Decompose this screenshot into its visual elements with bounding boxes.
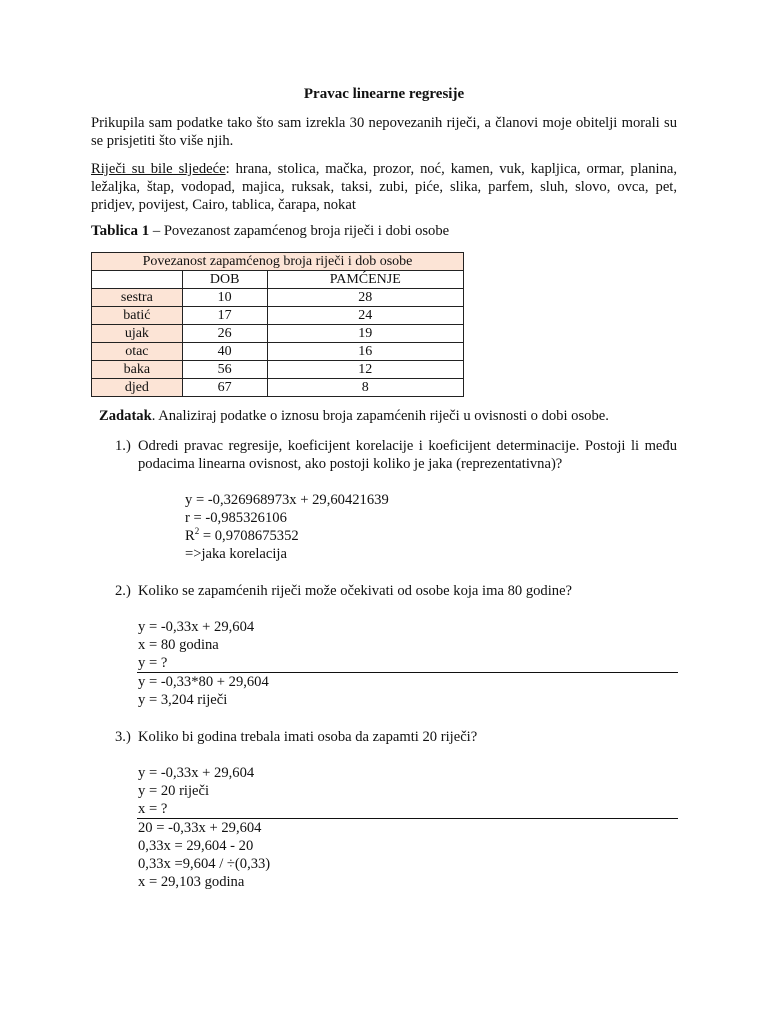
q3-line-6: 0,33x =9,604 / ÷(0,33): [138, 856, 271, 872]
row-pamcenje: 16: [267, 343, 463, 361]
question-2-text: Koliko se zapamćenih riječi može očekivati od osobe koja ima 80 godine?: [138, 583, 573, 599]
row-dob: 17: [182, 307, 267, 325]
q3-line-5: 0,33x = 29,604 - 20: [138, 838, 254, 854]
row-dob: 40: [182, 343, 267, 361]
row-label: otac: [92, 343, 183, 361]
q3-line-2: y = 20 riječi: [138, 783, 210, 799]
q1-correlation: r = -0,985326106: [185, 510, 287, 526]
question-3-text: Koliko bi godina trebala imati osoba da zapamti 20 riječi?: [138, 729, 478, 745]
table-caption: [91, 223, 449, 240]
task-heading: [99, 408, 699, 425]
page-title: Pravac linearne regresije: [303, 86, 465, 102]
row-label: sestra: [92, 289, 183, 307]
table-title-row: [92, 253, 464, 271]
question-1-text: Odredi pravac regresije, koeficijent korelacije i koeficijent determinacije. Postoji li među podacima linearna ovisnost, ako postoji koliko je jaka (reprezentativna)?: [138, 438, 677, 472]
q3-line-7: x = 29,103 godina: [138, 874, 245, 890]
task-label: Zadatak: [99, 408, 152, 424]
table-row: [92, 325, 464, 343]
words-label: Riječi su bile sljedeće: [91, 161, 226, 177]
row-dob: 56: [182, 361, 267, 379]
table-row: [92, 307, 464, 325]
row-label: djed: [92, 379, 183, 397]
q2-line-4: y = -0,33*80 + 29,604: [138, 674, 269, 690]
row-pamcenje: 8: [267, 379, 463, 397]
q2-line-3: y = ?: [138, 655, 168, 671]
intro-paragraph: Prikupila sam podatke tako što sam izrekla 30 nepovezanih riječi, a članovi moje obitelji morali su se prisjetiti što više njih.: [91, 115, 677, 149]
table-header-row: [92, 271, 464, 289]
row-pamcenje: 19: [267, 325, 463, 343]
row-pamcenje: 28: [267, 289, 463, 307]
row-dob: 10: [182, 289, 267, 307]
question-1: [115, 437, 677, 473]
row-dob: 67: [182, 379, 267, 397]
row-label: baka: [92, 361, 183, 379]
q2-line-2: x = 80 godina: [138, 637, 219, 653]
q1-r2-prefix: R: [185, 528, 195, 544]
question-2: [115, 582, 677, 600]
row-label: batić: [92, 307, 183, 325]
q1-equation: y = -0,326968973x + 29,60421639: [185, 492, 389, 508]
table-header-dob: DOB: [182, 271, 267, 289]
q2-line-5: y = 3,204 riječi: [138, 692, 228, 708]
q1-r2-sup: 2: [194, 526, 200, 537]
table-caption-text: – Povezanost zapamćenog broja riječi i dobi osobe: [149, 223, 450, 239]
q2-line-1: y = -0,33x + 29,604: [138, 619, 255, 635]
question-1-number: 1.): [115, 438, 131, 454]
row-dob: 26: [182, 325, 267, 343]
data-table: [91, 252, 464, 397]
table-row: [92, 343, 464, 361]
words-paragraph: [91, 160, 677, 214]
question-2-number: 2.): [115, 583, 131, 599]
q1-r2-value: = 0,9708675352: [199, 528, 299, 544]
table-row: [92, 379, 464, 397]
question-3-number: 3.): [115, 729, 131, 745]
q3-line-1: y = -0,33x + 29,604: [138, 765, 255, 781]
table-header-pamcenje: PAMĆENJE: [267, 271, 463, 289]
table-row: [92, 361, 464, 379]
row-pamcenje: 12: [267, 361, 463, 379]
row-pamcenje: 24: [267, 307, 463, 325]
question-3: [115, 728, 677, 746]
row-label: ujak: [92, 325, 183, 343]
table-title: Povezanost zapamćenog broja riječi i dob osobe: [92, 253, 464, 271]
q1-conclusion: =>jaka korelacija: [185, 546, 287, 562]
words-list: : hrana, stolica, mačka, prozor, noć, kamen, vuk, kapljica, ormar, planina, ležaljka, štap, vodopad, majica, ruksak, taksi, zubi, piće, slika, parfem, sluh, slovo, ovca, pet, pridjev, povijest, Cairo, tablica, čarapa, nokat: [91, 161, 677, 213]
q3-line-4: 20 = -0,33x + 29,604: [138, 820, 262, 836]
q3-line-3: x = ?: [138, 801, 168, 817]
table-row: [92, 289, 464, 307]
q1-determination: [185, 527, 299, 545]
table-caption-label: Tablica 1: [91, 223, 150, 239]
task-text: . Analiziraj podatke o iznosu broja zapamćenih riječi u ovisnosti o dobi osobe.: [151, 408, 609, 424]
table-header-empty: [92, 271, 183, 289]
